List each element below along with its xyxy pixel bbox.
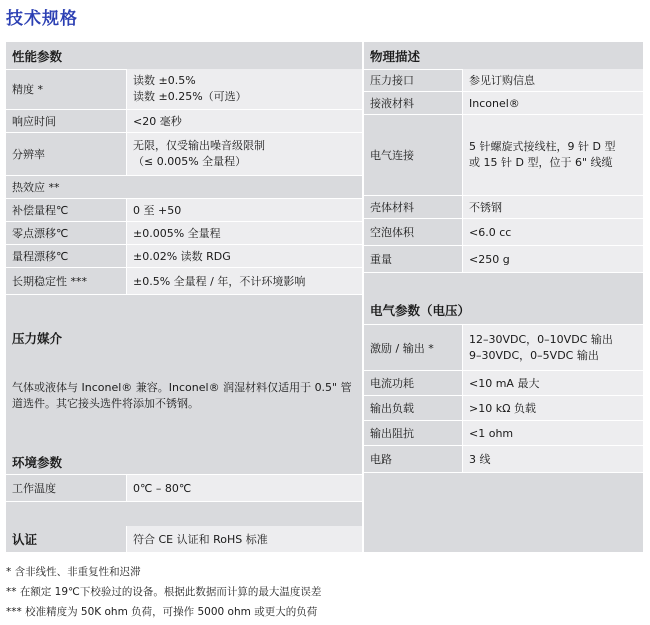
section-title: 环境参数 [12,455,63,470]
row-label: 精度 * [12,83,43,96]
table-row [6,199,362,222]
row-value: >10 kΩ 负载 [462,396,643,420]
row-label: 认证 [12,532,38,547]
footnote: * 含非线性、非重复性和迟滞 [6,566,141,578]
row-label: 接液材料 [370,97,414,110]
row-value: 12–30VDC，0–10VDC 输出 9–30VDC，0–5VDC 输出 [462,325,643,370]
row-value: <250 g [462,246,643,272]
row-label: 压力接口 [370,74,414,87]
table-row [6,475,362,502]
row-value: 参见订购信息 [462,69,643,91]
section-header-performance [6,42,362,70]
table-row [364,396,643,421]
row-value: ±0.02% 读数 RDG [126,245,362,267]
table-row [364,219,643,246]
section-title: 性能参数 [12,48,63,64]
section-title: 电气参数（电压） [370,303,471,318]
row-label: 激励 / 输出 * [370,341,434,355]
table-row [6,268,362,295]
row-value: <20 毫秒 [126,110,362,132]
section-header-environment [6,450,362,475]
section-header-physical [364,42,643,70]
footnote: *** 校准精度为 50K ohm 负荷，可操作 5000 ohm 或更大的负荷 [6,606,318,618]
row-label: 补偿量程℃ [12,204,69,217]
row-value: ±0.005% 全量程 [126,222,362,244]
row-label: 电气连接 [370,149,414,162]
row-label: 输出负载 [370,402,414,415]
footnote: ** 在额定 19℃下校验过的设备。根据此数据而计算的最大温度误差 [6,586,322,598]
row-label: 重量 [370,253,392,266]
row-value: 5 针螺旋式接线柱，9 针 D 型 或 15 针 D 型，位于 6" 线缆 [462,115,643,195]
row-value: 符合 CE 认证和 RoHS 标准 [126,526,362,552]
row-label: 量程漂移℃ [12,250,69,263]
row-value: Inconel® [462,92,643,114]
row-label: 空泡体积 [370,226,414,239]
row-label: 壳体材料 [370,201,414,214]
row-label: 热效应 ** [12,181,60,194]
section-title: 压力媒介 [12,331,63,346]
table-row [6,222,362,245]
table-row [364,196,643,219]
row-value: 读数 ±0.5% 读数 ±0.25%（可选） [126,69,362,109]
table-row [364,371,643,396]
table-row [6,245,362,268]
table-row [364,246,643,273]
row-value: <6.0 cc [462,219,643,245]
table-row [364,92,643,115]
table-row [6,133,362,176]
table-row [364,115,643,196]
media-description: 气体或液体与 Inconel® 兼容。Inconel® 润湿材料仅适用于 0.5" 管道选件。其它接头选件将添加不锈钢。 [12,381,352,410]
row-label: 电路 [370,453,392,466]
page-title: 技术规格 [6,9,78,29]
table-row [364,325,643,371]
row-value: <1 ohm [462,421,643,445]
table-row [6,176,362,199]
row-value: 0℃ – 80℃ [126,475,362,501]
table-row [6,69,362,110]
row-value: 3 线 [462,446,643,472]
row-value: <10 mA 最大 [462,371,643,395]
row-label: 零点漂移℃ [12,227,69,240]
row-label: 工作温度 [12,482,56,495]
row-value: 无限，仅受输出噪音级限制 （≤ 0.005% 全量程） [126,133,362,175]
section-title: 物理描述 [370,48,421,64]
row-label: 输出阻抗 [370,427,414,440]
section-header-electrical [364,296,643,325]
table-row [364,446,643,473]
row-label: 分辨率 [12,148,45,161]
section-header-media [6,324,362,352]
spec-table [6,42,643,552]
row-label: 响应时间 [12,115,56,128]
row-value: 0 至 +50 [126,199,362,221]
row-label: 长期稳定性 *** [12,275,87,288]
table-row [6,110,362,133]
table-row [364,421,643,446]
table-row [364,69,643,92]
certification-row [6,526,362,552]
row-value: 不锈钢 [462,196,643,218]
row-value: ±0.5% 全量程 / 年，不计环境影响 [126,268,362,294]
row-label: 电流功耗 [370,377,414,390]
